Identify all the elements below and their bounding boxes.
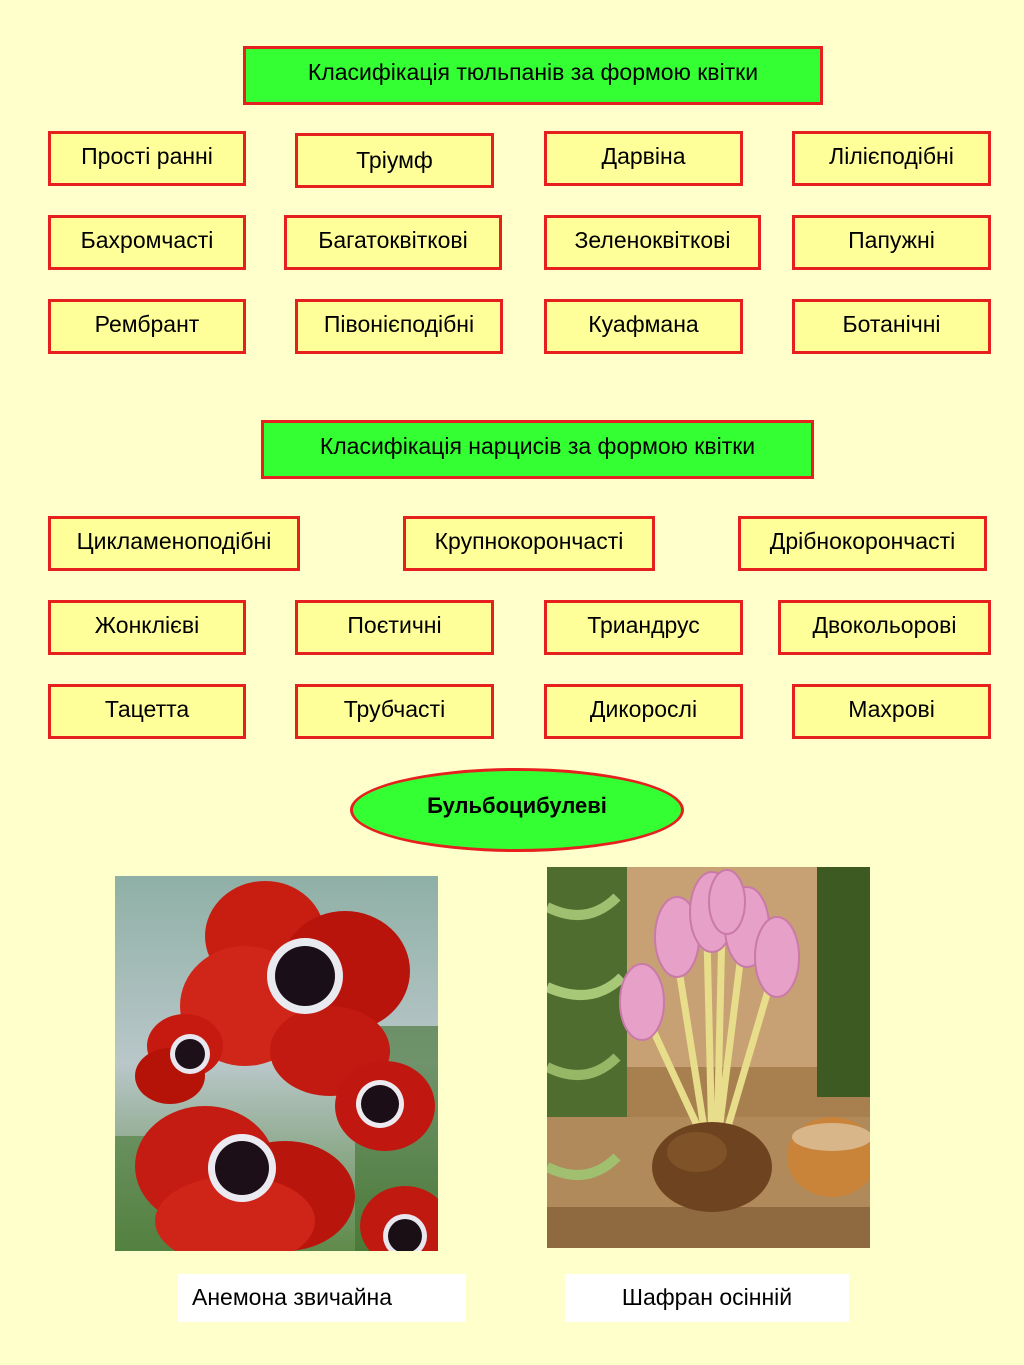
red-anemone-flowers-photo bbox=[115, 876, 438, 1251]
anemone-photo bbox=[115, 876, 438, 1251]
narcissus-type-box: Махрові bbox=[792, 684, 991, 739]
tulip-type-box: Прості ранні bbox=[48, 131, 246, 186]
tulip-type-box: Ботанічні bbox=[792, 299, 991, 354]
tulip-type-box: Багатоквіткові bbox=[284, 215, 502, 270]
narcissus-type-box: Цикламеноподібні bbox=[48, 516, 300, 571]
narcissus-type-box: Трубчасті bbox=[295, 684, 494, 739]
tulip-type-box: Зеленоквіткові bbox=[544, 215, 761, 270]
tulip-type-box: Півонієподібні bbox=[295, 299, 503, 354]
anemone-caption: Анемона звичайна bbox=[178, 1274, 466, 1322]
narcissus-type-box: Дрібнокорончасті bbox=[738, 516, 987, 571]
narcissus-type-box: Крупнокорончасті bbox=[403, 516, 655, 571]
tulip-type-box: Рембрант bbox=[48, 299, 246, 354]
narcissus-classification-title: Класифікація нарцисів за формою квітки bbox=[261, 420, 814, 479]
bulb-plants-label: Бульбоцибулеві bbox=[350, 768, 684, 852]
narcissus-type-box: Тацетта bbox=[48, 684, 246, 739]
narcissus-type-box: Триандрус bbox=[544, 600, 743, 655]
crocus-caption: Шафран осінній bbox=[565, 1274, 849, 1322]
narcissus-type-box: Двокольорові bbox=[778, 600, 991, 655]
crocus-photo bbox=[547, 867, 870, 1248]
tulip-type-box: Тріумф bbox=[295, 133, 494, 188]
tulip-type-box: Куафмана bbox=[544, 299, 743, 354]
narcissus-type-box: Жонклієві bbox=[48, 600, 246, 655]
tulip-type-box: Лілієподібні bbox=[792, 131, 991, 186]
narcissus-type-box: Поєтичні bbox=[295, 600, 494, 655]
tulip-type-box: Дарвіна bbox=[544, 131, 743, 186]
tulip-type-box: Бахромчасті bbox=[48, 215, 246, 270]
tulip-classification-title: Класифікація тюльпанів за формою квітки bbox=[243, 46, 823, 105]
pink-crocus-flowers-photo bbox=[547, 867, 870, 1248]
tulip-type-box: Папужні bbox=[792, 215, 991, 270]
narcissus-type-box: Дикорослі bbox=[544, 684, 743, 739]
